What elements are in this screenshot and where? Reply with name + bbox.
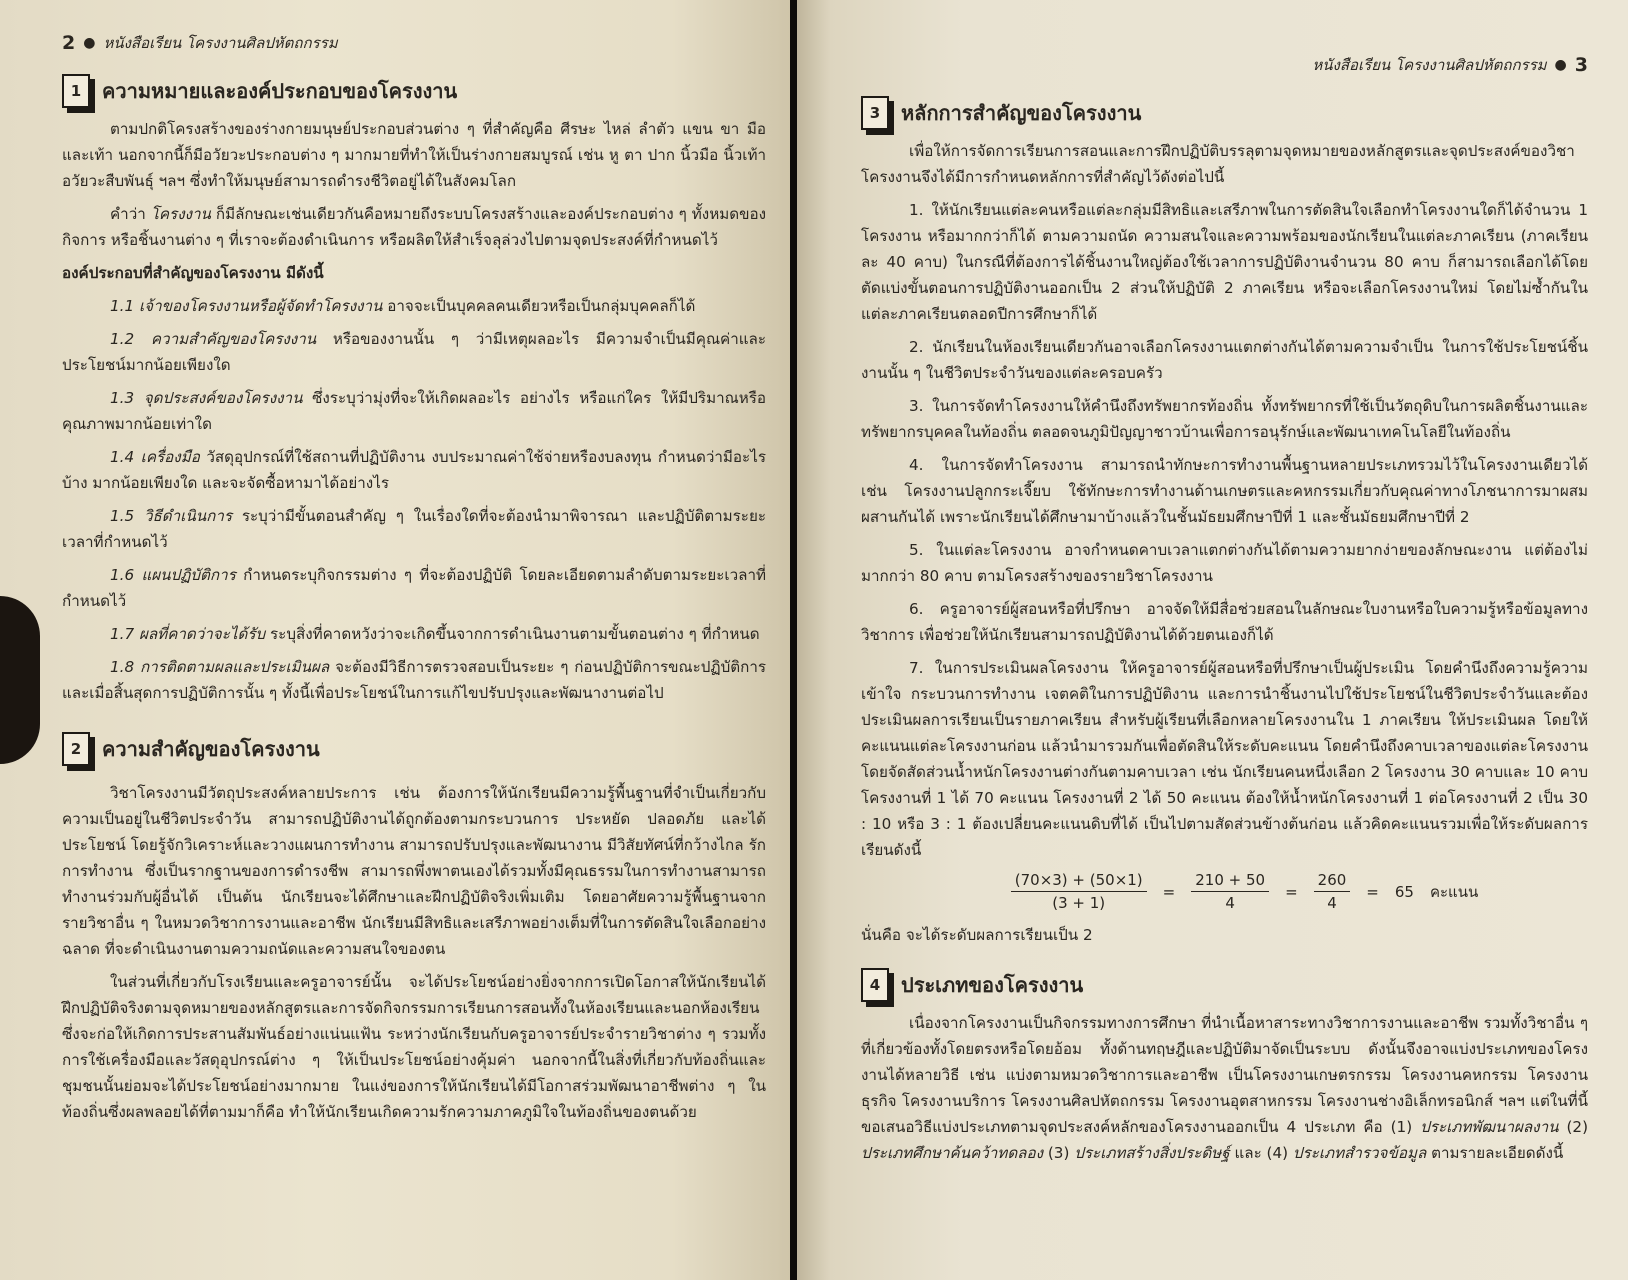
numerator: 260 <box>1314 871 1351 892</box>
list-item <box>62 385 766 437</box>
section-title: หลักการสำคัญของโครงงาน <box>901 101 1142 125</box>
section-heading-3 <box>861 96 1588 130</box>
fraction <box>1011 871 1147 912</box>
section-heading-1 <box>62 74 766 108</box>
type-term: ประเภทศึกษาค้นคว้าทดลอง <box>861 1144 1044 1162</box>
item-term: 1.7 ผลที่คาดว่าจะได้รับ <box>110 625 266 643</box>
numerator: 210 + 50 <box>1191 871 1269 892</box>
equals-sign: = <box>1366 882 1379 901</box>
denominator: 4 <box>1225 894 1235 912</box>
score-formula <box>901 871 1588 912</box>
list-item <box>62 444 766 496</box>
paragraph: ในส่วนที่เกี่ยวกับโรงเรียนและครูอาจารย์นั้น จะได้ประโยชน์อย่างยิ่งจากการเปิดโอกาสให้นักเรียนได้ฝึกปฏิบัติจริงตามจุดหมายของหลักสูตรและการจัดกิจกรรมการเรียนการสอนทั้งในห้องเรียนและนอกห้องเรียน ซึ่งจะก่อให้เกิดการประสานสัมพันธ์อย่างแน่นแฟ้น ระหว่างนักเรียนกับครูอาจารย์ประจำรายวิชาต่าง ๆ รวมทั้งการใช้เครื่องมือและวัสดุอุปกรณ์ต่าง ๆ ให้เป็นประโยชน์อย่างคุ้มค่า นอกจากนี้ในสิ่งที่เกี่ยวกับท้องถิ่นและชุมชนนั้นย่อมจะได้ประโยชน์อย่างมากมาย ในแง่ของการให้นักเรียนได้มีโอกาสร่วมพัฒนาอาชีพต่าง ๆ ในท้องถิ่นซึ่งผลพลอยได้ที่ตามมาก็คือ ทำให้นักเรียนเกิดความรักความภาคภูมิใจในท้องถิ่นของตนด้วย <box>62 973 766 1121</box>
paragraph <box>861 1010 1588 1166</box>
type-term: ประเภทสร้างสิ่งประดิษฐ์ <box>1074 1144 1230 1162</box>
item-term: 1.8 การติดตามผลและประเมินผล <box>110 658 330 676</box>
fraction <box>1314 871 1351 912</box>
item-text: อาจจะเป็นบุคคลคนเดียวหรือเป็นกลุ่มบุคคลก็ได้ <box>387 297 696 315</box>
item-text: ระบุสิ่งที่คาดหวังว่าจะเกิดขึ้นจากการดำเนินงานตามขั้นตอนต่าง ๆ ที่กำหนด <box>270 625 760 643</box>
list-item <box>62 326 766 378</box>
bullet-icon: ● <box>1554 57 1567 73</box>
book-title: หนังสือเรียน โครงงานศิลปหัตถกรรม <box>1312 56 1547 74</box>
item-term: 1.5 วิธีดำเนินการ <box>110 507 233 525</box>
page-number: 3 <box>1574 54 1588 76</box>
conclusion: นั่นคือ จะได้ระดับผลการเรียนเป็น 2 <box>861 926 1093 944</box>
section-title: ความหมายและองค์ประกอบของโครงงาน <box>102 79 458 103</box>
principle-item: 6. ครูอาจารย์ผู้สอนหรือที่ปรึกษา อาจจัดให้มีสื่อช่วยสอนในลักษณะใบงานหรือใบความรู้หรือข้อมูลทางวิชาการ เพื่อช่วยให้นักเรียนสามารถปฏิบัติงานได้ด้วยตนเองก็ได้ <box>861 600 1588 644</box>
principle-item: 1. ให้นักเรียนแต่ละคนหรือแต่ละกลุ่มมีสิทธิและเสรีภาพในการตัดสินใจเลือกทำโครงงานใดก็ได้จำนวน 1 โครงงาน หรือมากกว่าก็ได้ ตามความถนัด ความสนใจและความพร้อมของนักเรียนในแต่ละภาคเรียน (ภาคเรียนละ 40 คาบ) ในกรณีที่ต้องการได้ชิ้นงานใหญ่ต้องใช้เวลาการปฏิบัติงานจำนวน 80 คาบ ก็สามารถเลือกได้โดยตัดแบ่งขั้นตอนการปฏิบัติงานออกเป็น 2 ส่วนให้ปฏิบัติ 2 ภาคเรียน หรือจะเลือกโครงงานใหม่ โดยไม่ซ้ำกันในแต่ละภาคเรียนตลอดปีการศึกษาก็ได้ <box>861 201 1588 323</box>
result-unit: คะแนน <box>1429 882 1479 901</box>
page-stain <box>0 596 40 764</box>
denominator: (3 + 1) <box>1052 894 1106 912</box>
numerator: (70×3) + (50×1) <box>1011 871 1147 892</box>
item-text: จะต้องมีวิธีการตรวจสอบเป็นระยะ ๆ ก่อนปฏิบัติการขณะปฏิบัติการและเมื่อสิ้นสุดการปฏิบัติการนั้น ๆ ทั้งนี้เพื่อประโยชน์ในการแก้ไขปรับปรุงและพัฒนางานต่อไป <box>62 658 767 702</box>
principle-item: 2. นักเรียนในห้องเรียนเดียวกันอาจเลือกโครงงานแตกต่างกันได้ตามความจำเป็น ในการใช้ประโยชน์ชิ้นงานนั้น ๆ ในชีวิตประจำวันของแต่ละครอบครัว <box>861 338 1588 382</box>
item-text: วัสดุอุปกรณ์ที่ใช้สถานที่ปฏิบัติงาน งบประมาณค่าใช้จ่ายหรืองบลงทุน กำหนดว่ามีอะไรบ้าง มากน้อยเพียงใด และจะจัดซื้อหามาได้อย่างไร <box>62 448 766 492</box>
list-item <box>62 293 766 319</box>
section-number-box: 2 <box>62 732 90 766</box>
denominator: 4 <box>1327 894 1337 912</box>
text: คำว่า <box>110 205 146 223</box>
equals-sign: = <box>1285 882 1298 901</box>
item-text: ระบุว่ามีขั้นตอนสำคัญ ๆ ในเรื่องใดที่จะต้องนำมาพิจารณา และปฏิบัติตามระยะเวลาที่กำหนดไว้ <box>62 507 766 551</box>
section-number-box: 4 <box>861 968 889 1002</box>
type-term: ประเภทพัฒนาผลงาน <box>1420 1118 1559 1136</box>
principle-item: 7. ในการประเมินผลโครงงาน ให้ครูอาจารย์ผู้สอนหรือที่ปรึกษาเป็นผู้ประเมิน โดยคำนึงถึงความรู้ความเข้าใจ กระบวนการทำงาน เจตคติในการปฏิบัติงาน และการนำชิ้นงานไปใช้ประโยชน์ในชีวิตประจำวันและต้องประเมินผลการเรียนเป็นรายภาคเรียน สำหรับผู้เรียนที่เลือกหลายโครงงานใน 1 ภาคเรียน ให้ประเมินผล โดยให้คะแนนแต่ละโครงงานก่อน แล้วนำมารวมกันเพื่อตัดสินให้ระดับคะแนน โดยคำนึงถึงคาบเวลาของแต่ละโครงงาน โดยจัดสัดส่วนน้ำหนักโครงงานต่างกันตามคาบเวลา เช่น นักเรียนคนหนึ่งเลือก 2 โครงงาน 30 คาบและ 10 คาบ โครงงานที่ 1 ได้ 70 คะแนน โครงงานที่ 2 ได้ 50 คะแนน ต้องให้น้ำหนักโครงงานที่ 1 ต่อโครงงานที่ 2 เป็น 30 : 10 หรือ 3 : 1 ต้องเปลี่ยนคะแนนดิบที่ได้ เป็นไปตามสัดส่วนข้างต้นก่อน แล้วคิดคะแนนรวมเพื่อให้ระดับผลการเรียนดังนี้ <box>861 659 1588 859</box>
text: และ (4) <box>1234 1144 1289 1162</box>
text: (2) <box>1566 1118 1589 1136</box>
paragraph: ตามปกติโครงสร้างของร่างกายมนุษย์ประกอบส่วนต่าง ๆ ที่สำคัญคือ ศีรษะ ไหล่ ลำตัว แขน ขา มือและเท้า นอกจากนี้ก็มีอวัยวะประกอบต่าง ๆ มากมายที่ทำให้เป็นร่างกายสมบูรณ์ เช่น หู ตา ปาก นิ้วมือ นิ้วเท้า อวัยวะสืบพันธุ์ ฯลฯ ซึ่งทำให้มนุษย์สามารถดำรงชีวิตอยู่ได้ในสังคมโลก <box>62 120 766 190</box>
components-heading: องค์ประกอบที่สำคัญของโครงงาน มีดังนี้ <box>62 264 324 282</box>
book-gutter <box>790 0 797 1280</box>
item-text: หรือของงานนั้น ๆ ว่ามีเหตุผลอะไร มีความจำเป็นมีคุณค่าและประโยชน์มากน้อยเพียงใด <box>62 330 766 374</box>
list-item <box>62 621 766 647</box>
principle-item: 3. ในการจัดทำโครงงานให้คำนึงถึงทรัพยากรท้องถิ่น ทั้งทรัพยากรที่ใช้เป็นวัตถุดิบในการผลิตชิ้นงานและทรัพยากรบุคคลในท้องถิ่น ตลอดจนภูมิปัญญาชาวบ้านเพื่อการอนุรักษ์และพัฒนาเทคโนโลยีในท้องถิ่น <box>861 397 1588 441</box>
item-term: 1.2 ความสำคัญของโครงงาน <box>110 330 317 348</box>
list-item <box>62 654 766 706</box>
left-page <box>0 0 790 1280</box>
page-number: 2 <box>62 32 76 54</box>
text: (3) <box>1047 1144 1070 1162</box>
section-title: ประเภทของโครงงาน <box>901 973 1084 997</box>
paragraph <box>62 201 766 253</box>
item-term: 1.3 จุดประสงค์ของโครงงาน <box>110 389 303 407</box>
left-page-header <box>62 30 766 56</box>
right-page <box>797 0 1628 1280</box>
type-term: ประเภทสำรวจข้อมูล <box>1292 1144 1427 1162</box>
principle-item: 4. ในการจัดทำโครงงาน สามารถนำทักษะการทำงานพื้นฐานหลายประเภทรวมไว้ในโครงงานเดียวได้ เช่น โครงงานปลูกกระเจี๊ยบ ใช้ทักษะการทำงานด้านเกษตรและคหกรรมเกี่ยวกับคุณค่าทางโภชนาการมาผสมผสานกันได้ เพราะนักเรียนได้ศึกษามาบ้างแล้วในชั้นมัธยมศึกษาปีที่ 1 และชั้นมัธยมศึกษาปีที่ 2 <box>861 456 1588 526</box>
section-heading-4 <box>861 968 1588 1002</box>
text: เนื่องจากโครงงานเป็นกิจกรรมทางการศึกษา ที่นำเนื้อหาสาระทางวิชาการงานและอาชีพ รวมทั้งวิชาอื่น ๆ ที่เกี่ยวข้องทั้งโดยตรงหรือโดยอ้อม ทั้งด้านทฤษฎีและปฏิบัติมาจัดเป็นระบบ ดังนั้นจึงอาจแบ่งประเภทของโครงงานได้หลายวิธี เช่น แบ่งตามหมวดวิชาการและอาชีพ เป็นโครงงานเกษตรกรรม โครงงานคหกรรม โครงงานธุรกิจ โครงงานบริการ โครงงานศิลปหัตถกรรม โครงงานอุตสาหกรรม โครงงานช่างอิเล็กทรอนิกส์ ฯลฯ แต่ในที่นี้ขอเสนอวิธีแบ่งประเภทตามจุดประสงค์หลักของโครงงานออกเป็น 4 ประเภท คือ (1) <box>861 1014 1588 1136</box>
bullet-icon: ● <box>83 35 96 51</box>
paragraph: วิชาโครงงานมีวัตถุประสงค์หลายประการ เช่น ต้องการให้นักเรียนมีความรู้พื้นฐานที่จำเป็นเกี่ยวกับความเป็นอยู่ในชีวิตประจำวัน สามารถปฏิบัติงานได้ถูกต้องตามกระบวนการ ประหยัด ปลอดภัย และได้ประโยชน์ โดยรู้จักวิเคราะห์และวางแผนการทำงาน สามารถปรับปรุงและพัฒนางาน มีวิสัยทัศน์ที่กว้างไกล รักการทำงาน ซึ่งเป็นรากฐานของการดำรงชีพ สามารถพึ่งพาตนเองได้รวมทั้งมีคุณธรรมในการทำงานสามารถทำงานร่วมกับผู้อื่นได้ เป็นต้น นักเรียนจะได้ศึกษาและฝึกปฏิบัติจริงเพิ่มเติม โดยอาศัยความรู้พื้นฐานจากรายวิชาอื่น ๆ ในหมวดวิชาการงานและอาชีพ นักเรียนมีสิทธิและเสรีภาพอย่างเต็มที่ในการตัดสินใจเลือกอย่างฉลาด ที่จะดำเนินงานตามความถนัดและความสนใจของตน <box>62 784 766 958</box>
principle-item: 5. ในแต่ละโครงงาน อาจกำหนดคาบเวลาแตกต่างกันได้ตามความยากง่ายของลักษณะงาน แต่ต้องไม่มากกว่า 80 คาบ ตามโครงสร้างของรายวิชาโครงงาน <box>861 541 1588 585</box>
item-text: ซึ่งระบุว่ามุ่งที่จะให้เกิดผลอะไร อย่างไร หรือแก่ใคร ให้มีปริมาณหรือคุณภาพมากน้อยเท่าใด <box>62 389 767 433</box>
text: ตามรายละเอียดดังนี้ <box>1431 1144 1564 1162</box>
item-term: 1.4 เครื่องมือ <box>110 448 200 466</box>
section-title: ความสำคัญของโครงงาน <box>102 737 320 761</box>
fraction <box>1191 871 1269 912</box>
result-value: 65 <box>1394 882 1414 901</box>
item-term: 1.1 เจ้าของโครงงานหรือผู้จัดทำโครงงาน <box>110 297 383 315</box>
item-text: กำหนดระบุกิจกรรมต่าง ๆ ที่จะต้องปฏิบัติ โดยละเอียดตามลำดับตามระยะเวลาที่กำหนดไว้ <box>62 566 766 610</box>
right-page-header <box>861 52 1588 78</box>
list-item <box>62 503 766 555</box>
term: โครงงาน <box>150 205 211 223</box>
equals-sign: = <box>1162 882 1176 901</box>
section-number-box: 1 <box>62 74 90 108</box>
book-title: หนังสือเรียน โครงงานศิลปหัตถกรรม <box>103 34 338 52</box>
section-number-box: 3 <box>861 96 889 130</box>
section-heading-2 <box>62 732 766 766</box>
paragraph: เพื่อให้การจัดการเรียนการสอนและการฝึกปฏิบัติบรรลุตามจุดหมายของหลักสูตรและจุดประสงค์ของวิชาโครงงานจึงได้มีการกำหนดหลักการที่สำคัญไว้ดังต่อไปนี้ <box>861 142 1575 186</box>
item-term: 1.6 แผนปฏิบัติการ <box>110 566 236 584</box>
text: ก็มีลักษณะเช่นเดียวกันคือหมายถึงระบบโครงสร้างและองค์ประกอบต่าง ๆ ทั้งหมดของกิจการ หรือชิ้นงานต่าง ๆ ที่เราจะต้องดำเนินการ หรือผลิตให้สำเร็จลุล่วงไปตามจุดประสงค์ที่กำหนดไว้ <box>62 205 766 249</box>
list-item <box>62 562 766 614</box>
